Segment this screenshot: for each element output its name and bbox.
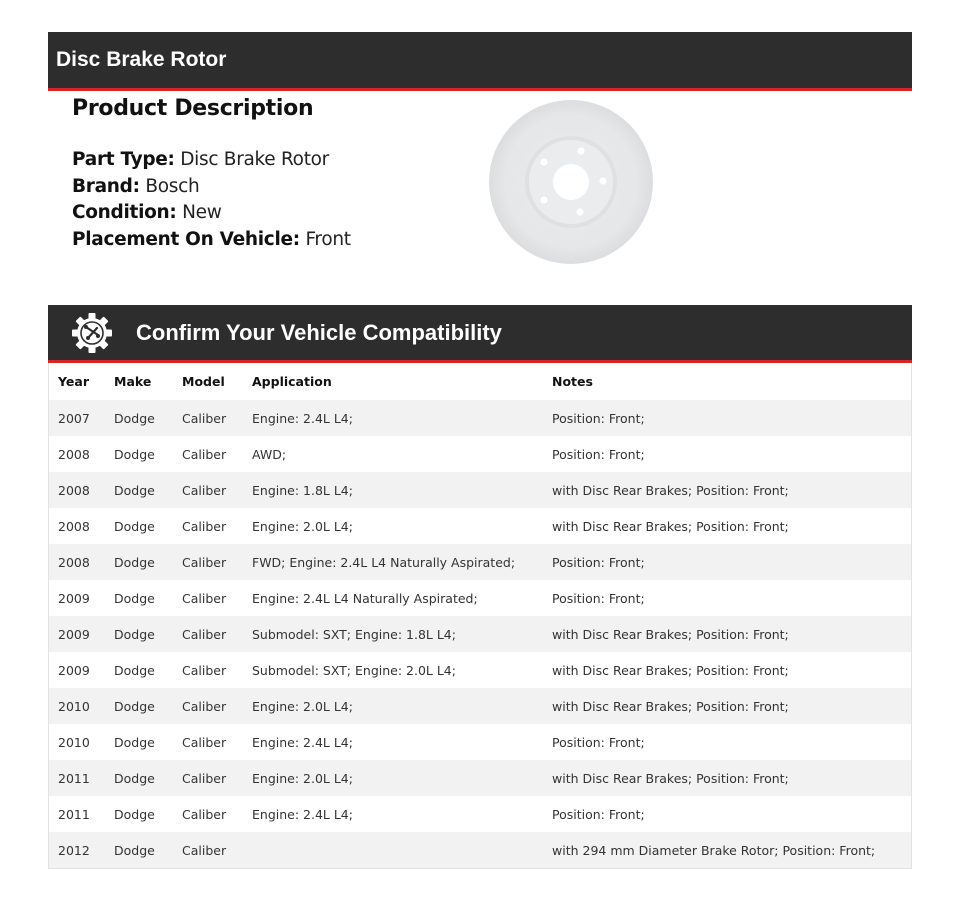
cell-notes: with Disc Rear Brakes; Position: Front; bbox=[552, 626, 789, 642]
cell-year: 2009 bbox=[58, 590, 90, 606]
cell-year: 2008 bbox=[58, 446, 90, 462]
field-label: Brand: bbox=[72, 175, 140, 197]
cell-application: FWD; Engine: 2.4L L4 Naturally Aspirated; bbox=[252, 554, 516, 570]
cell-make: Dodge bbox=[114, 770, 155, 786]
cell-notes: Position: Front; bbox=[552, 410, 645, 426]
cell-notes: Position: Front; bbox=[552, 446, 645, 462]
table-row bbox=[49, 688, 911, 724]
cell-model: Caliber bbox=[182, 410, 227, 426]
cell-application: Engine: 2.4L L4; bbox=[252, 734, 353, 750]
compatibility-table bbox=[48, 363, 912, 869]
table-row bbox=[49, 796, 911, 832]
field-value: Bosch bbox=[145, 175, 200, 197]
cell-notes: with Disc Rear Brakes; Position: Front; bbox=[552, 662, 789, 678]
cell-year: 2011 bbox=[58, 770, 90, 786]
cell-year: 2012 bbox=[58, 842, 90, 858]
cell-make: Dodge bbox=[114, 518, 155, 534]
cell-notes: with Disc Rear Brakes; Position: Front; bbox=[552, 698, 789, 714]
field-label: Condition: bbox=[72, 202, 177, 223]
gear-chain-icon bbox=[70, 311, 114, 355]
cell-year: 2009 bbox=[58, 662, 90, 678]
product-title-bar bbox=[48, 32, 912, 91]
compatibility-title: Confirm Your Vehicle Compatibility bbox=[136, 319, 502, 345]
product-description-heading: Product Description bbox=[72, 96, 314, 121]
cell-application: AWD; bbox=[252, 446, 287, 462]
cell-make: Dodge bbox=[114, 806, 155, 822]
cell-notes: Position: Front; bbox=[552, 554, 645, 570]
field-label: Part Type: bbox=[72, 149, 175, 170]
field-value: Front bbox=[305, 228, 351, 250]
compatibility-header bbox=[48, 305, 912, 363]
cell-model: Caliber bbox=[182, 734, 227, 750]
field-placement bbox=[72, 227, 472, 254]
field-condition bbox=[72, 200, 472, 227]
table-row bbox=[49, 760, 911, 796]
column-header-notes: Notes bbox=[552, 374, 593, 389]
column-header-application: Application bbox=[252, 374, 332, 389]
product-description bbox=[72, 96, 472, 253]
cell-application: Engine: 2.0L L4; bbox=[252, 698, 353, 714]
cell-application: Engine: 1.8L L4; bbox=[252, 482, 353, 498]
cell-year: 2008 bbox=[58, 518, 90, 534]
cell-notes: with Disc Rear Brakes; Position: Front; bbox=[552, 518, 789, 534]
column-header-model: Model bbox=[182, 374, 225, 389]
cell-application bbox=[243, 832, 543, 868]
table-row bbox=[49, 508, 911, 544]
cell-year: 2010 bbox=[58, 698, 90, 714]
table-row bbox=[49, 580, 911, 616]
cell-model: Caliber bbox=[182, 626, 227, 642]
cell-year: 2010 bbox=[58, 734, 90, 750]
cell-make: Dodge bbox=[114, 590, 155, 606]
cell-make: Dodge bbox=[114, 698, 155, 714]
cell-make: Dodge bbox=[114, 482, 155, 498]
cell-make: Dodge bbox=[114, 662, 155, 678]
cell-notes: Position: Front; bbox=[552, 590, 645, 606]
cell-application: Engine: 2.0L L4; bbox=[252, 518, 353, 534]
cell-application: Engine: 2.4L L4 Naturally Aspirated; bbox=[252, 590, 478, 606]
cell-model: Caliber bbox=[182, 482, 227, 498]
table-row bbox=[49, 832, 911, 868]
field-value: Disc Brake Rotor bbox=[180, 149, 329, 170]
cell-notes: with Disc Rear Brakes; Position: Front; bbox=[552, 482, 789, 498]
cell-application: Engine: 2.4L L4; bbox=[252, 410, 353, 426]
cell-notes: with 294 mm Diameter Brake Rotor; Position: Front; bbox=[552, 842, 876, 858]
cell-application: Engine: 2.4L L4; bbox=[252, 806, 353, 822]
cell-make: Dodge bbox=[114, 446, 155, 462]
table-row bbox=[49, 436, 911, 472]
brake-rotor-image bbox=[488, 99, 654, 265]
cell-make: Dodge bbox=[114, 410, 155, 426]
cell-make: Dodge bbox=[114, 554, 155, 570]
cell-year: 2011 bbox=[58, 806, 90, 822]
cell-make: Dodge bbox=[114, 842, 155, 858]
cell-model: Caliber bbox=[182, 590, 227, 606]
cell-model: Caliber bbox=[182, 698, 227, 714]
cell-notes: Position: Front; bbox=[552, 734, 645, 750]
cell-model: Caliber bbox=[182, 842, 227, 858]
cell-model: Caliber bbox=[182, 662, 227, 678]
table-row bbox=[49, 544, 911, 580]
cell-make: Dodge bbox=[114, 734, 155, 750]
column-header-make: Make bbox=[114, 374, 152, 389]
column-header-year: Year bbox=[58, 374, 89, 389]
cell-application: Engine: 2.0L L4; bbox=[252, 770, 353, 786]
cell-application: Submodel: SXT; Engine: 1.8L L4; bbox=[252, 626, 456, 642]
table-header-row bbox=[49, 363, 911, 400]
field-label: Placement On Vehicle: bbox=[72, 228, 300, 250]
field-brand bbox=[72, 174, 472, 201]
table-row bbox=[49, 400, 911, 436]
table-row bbox=[49, 472, 911, 508]
field-value: New bbox=[182, 202, 222, 223]
cell-model: Caliber bbox=[182, 518, 227, 534]
cell-model: Caliber bbox=[182, 554, 227, 570]
table-row bbox=[49, 616, 911, 652]
cell-year: 2009 bbox=[58, 626, 90, 642]
product-title: Disc Brake Rotor bbox=[56, 48, 227, 71]
cell-notes: with Disc Rear Brakes; Position: Front; bbox=[552, 770, 789, 786]
cell-year: 2008 bbox=[58, 554, 90, 570]
field-part-type bbox=[72, 147, 472, 174]
cell-model: Caliber bbox=[182, 806, 227, 822]
cell-notes: Position: Front; bbox=[552, 806, 645, 822]
table-row bbox=[49, 724, 911, 760]
cell-model: Caliber bbox=[182, 770, 227, 786]
cell-year: 2008 bbox=[58, 482, 90, 498]
cell-application: Submodel: SXT; Engine: 2.0L L4; bbox=[252, 662, 456, 678]
cell-make: Dodge bbox=[114, 626, 155, 642]
cell-model: Caliber bbox=[182, 446, 227, 462]
cell-year: 2007 bbox=[58, 410, 90, 426]
table-row bbox=[49, 652, 911, 688]
